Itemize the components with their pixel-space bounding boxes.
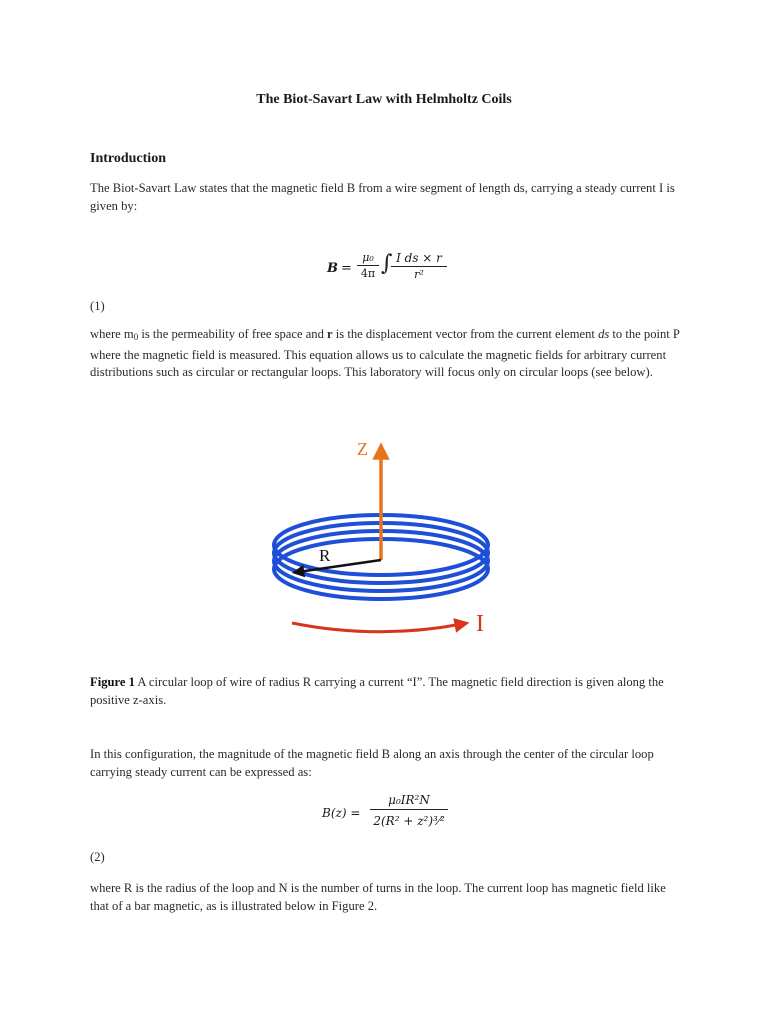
equation1-coef-denominator: 4π <box>360 267 376 280</box>
section-heading-introduction: Introduction <box>90 151 166 166</box>
current-label: I <box>476 611 484 637</box>
document-title: The Biot-Savart Law with Helmholtz Coils <box>256 92 512 107</box>
paragraph2-subscript: 0 <box>133 332 139 342</box>
equation2-numerator: μ₀IR²N <box>370 792 448 810</box>
z-axis-label: Z <box>357 439 368 459</box>
equation-number-1: (1) <box>90 299 105 313</box>
current-arrow <box>292 623 462 632</box>
equation1-integrand-numerator: I ds × r <box>391 250 447 267</box>
paragraph2-ds: ds <box>598 327 610 341</box>
equation1-coefficient <box>357 250 379 281</box>
paragraph2-r-vector: r <box>327 327 333 341</box>
equation2-denominator: 2(R² + z²)³⁄² <box>373 814 445 828</box>
paragraph-configuration: In this configuration, the magnitude of the magnetic field B along an axis through the center of the circular loop carrying steady current can be expressed as: <box>90 747 654 779</box>
equation-biot-savart <box>325 250 455 290</box>
equation1-integral-sign: ∫ <box>381 251 393 276</box>
equation2-fraction <box>370 792 448 832</box>
figure-1-caption-text: A circular loop of wire of radius R carrying a current “I”. The magnetic field direction is given along the positive z-axis. <box>90 675 664 707</box>
paragraph-permeability <box>90 326 680 382</box>
equation1-integrand <box>391 250 447 282</box>
paragraph2-text-d: to the point P where the magnetic field is measured. This equation allows us to calculate the magnetic fields for arbitrary current distributions such as circular or rectangular loops. This laboratory will focus only on circular loops (see below). <box>90 327 680 379</box>
radius-label: R <box>319 546 331 565</box>
figure-1-caption-label: Figure 1 <box>90 675 135 689</box>
equation-number-2: (2) <box>90 850 105 864</box>
equation-field-on-axis <box>320 790 460 838</box>
equation1-coef-numerator: μ₀ <box>357 250 379 266</box>
figure-1-caption <box>90 674 680 709</box>
paragraph2-text-a: where m <box>90 327 134 341</box>
equation2-lhs: B(z) = <box>322 806 361 820</box>
equation1-equals: = <box>341 261 352 276</box>
equation1-lhs: B <box>327 261 338 276</box>
figure-circular-loop <box>262 425 502 645</box>
paragraph2-text-c: is the displacement vector from the current element <box>332 327 599 341</box>
paragraph2-text-b: is the permeability of free space and <box>138 327 328 341</box>
paragraph-loop-radius: where R is the radius of the loop and N is the number of turns in the loop. The current loop has magnetic field like that of a bar magnetic, as is illustrated below in Figure 2. <box>90 881 666 913</box>
equation1-integrand-denominator: r² <box>414 268 424 281</box>
paragraph-intro: The Biot-Savart Law states that the magnetic field B from a wire segment of length ds, carrying a steady current I is given by: <box>90 181 675 213</box>
